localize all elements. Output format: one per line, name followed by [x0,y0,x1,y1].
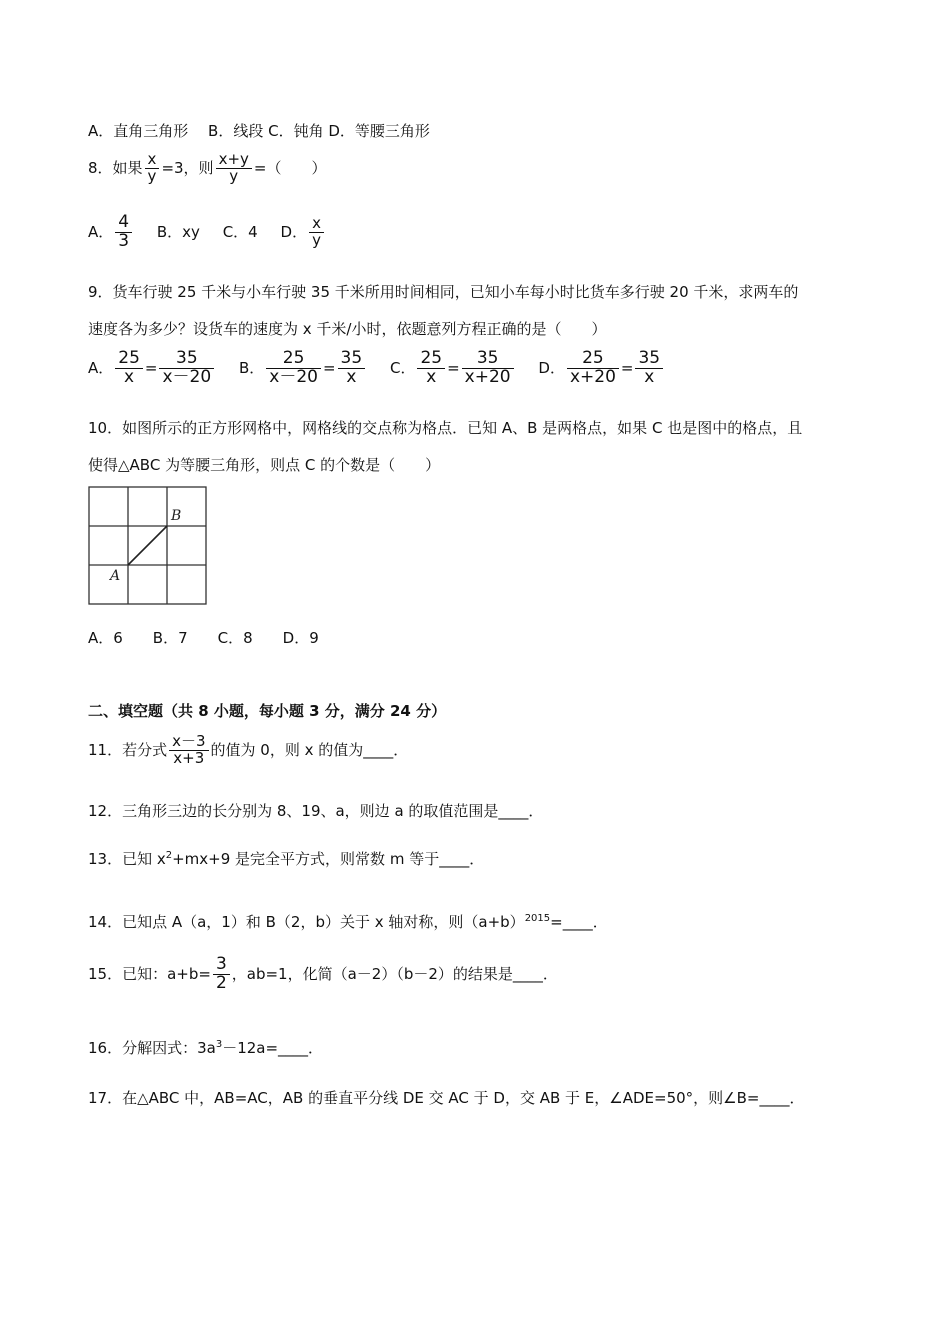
q9-line-2: 速度各为多少？设货车的速度为 x 千米/小时，依题意列方程正确的是（ ） [88,320,607,338]
q11-prefix: 11．若分式 [88,740,168,759]
q8-mid: =3，则 [161,158,214,177]
q9-b-frac-2 [338,350,366,387]
section-2-heading: 二、填空题（共 8 小题，每小题 3 分，满分 24 分） [88,702,447,720]
q9-c-frac-2 [462,350,514,387]
q8-option-a-label: A． [88,222,114,241]
q16-prefix: 16．分解因式：3a [88,1039,216,1057]
q7-options: A．直角三角形 B．线段 C．钝角 D．等腰三角形 [88,122,430,140]
q9-option-d-label: D． [538,358,565,377]
q13-prefix: 13．已知 x [88,850,166,868]
q16-suffix: －12a=____． [222,1039,324,1057]
q15-suffix: ，ab=1，化简（a－2）（b－2）的结果是____． [231,964,558,983]
q9-option-b: B． $\frac{25}{x-20}$ = $\frac{35}{x}$ [239,350,367,387]
q10-line-1: 10．如图所示的正方形网格中，网格线的交点称为格点．已知 A、B 是两格点，如果 C 也是图中的格点，且 [88,419,803,437]
q14-sup: 2015 [524,913,551,924]
q9-a-frac-1 [115,350,143,387]
q9-c-d2: x+20 [464,366,511,387]
q8-option-d-label: D． [280,222,308,241]
q13-suffix: +mx+9 是完全平方式，则常数 m 等于____． [172,850,485,868]
q9-option-c-label: C． [389,358,416,377]
q10-segment-ab [128,526,167,565]
q8-option-d-num: x [309,216,324,233]
q15-fraction [213,956,230,993]
q10-options: A．6 B．7 C．8 D．9 [88,629,319,647]
q11-den: x+3 [173,748,205,767]
q15-den: 2 [215,972,227,993]
q8-option-d-den: y [312,230,321,249]
q8-fraction-2 [216,152,252,185]
q9-c-frac-1 [417,350,445,387]
q9-option-a-label: A． [88,358,114,377]
q9-d-d1: x+20 [569,366,616,387]
q14 [88,911,608,932]
q9-line-1: 9．货车行驶 25 千米与小车行驶 35 千米所用时间相同，已知小车每小时比货车多行驶 20 千米，求两车的 [88,283,799,301]
q9-a-d2: x－20 [162,366,212,387]
q9-a-n2: 35 [159,350,214,369]
q8-prefix: 8．如果 [88,158,143,177]
q9-option-d: D． $\frac{25}{x+20}$ = $\frac{35}{x}$ [538,350,665,387]
q11-suffix: 的值为 0，则 x 的值为____． [210,740,409,759]
q8-option-c: C．4 [222,222,258,241]
q9-c-n1: 25 [417,350,445,369]
q10-label-a: A [110,568,121,584]
q8-option-d [281,216,326,249]
q9-d-frac-2 [635,350,663,387]
q9-d-n2: 35 [635,350,663,369]
q8-f1-den: y [147,166,157,185]
q8-option-a [88,214,134,251]
q16-sup: 3 [215,1039,223,1050]
q8-stem [88,152,326,185]
q9-option-a: A． $\frac{25}{x}$ = $\frac{35}{x-20}$ [88,350,216,387]
q9-b-d2: x [346,366,357,387]
q13 [88,848,484,869]
q8-option-a-den: 3 [118,230,130,251]
q15-prefix: 15．已知：a+b= [88,964,211,983]
q14-suffix: =____． [550,913,608,931]
q16 [88,1037,323,1058]
q10-label-b: B [171,508,182,524]
q9-b-d1: x－20 [269,366,318,387]
q9-c-n2: 35 [462,350,514,369]
q9-d-n1: 25 [567,350,619,369]
q9-d-frac-1 [567,350,619,387]
q9-options [88,350,683,387]
q15 [88,956,558,993]
q8-f2-num: x+y [216,152,252,169]
q10-grid-figure [88,486,208,606]
q12: 12．三角形三边的长分别为 8、19、a，则边 a 的取值范围是____． [88,802,544,820]
q11-fraction [169,734,208,767]
q9-b-n1: 25 [266,350,321,369]
q9-b-n2: 35 [338,350,366,369]
q13-sup: 2 [165,850,173,861]
q8-option-d-fraction [309,216,324,249]
q8-options [88,214,344,251]
q11 [88,734,408,767]
q11-num: x－3 [169,734,208,751]
q8-f1-num: x [145,152,160,169]
q8-option-b: B．xy [156,222,200,241]
q9-a-n1: 25 [115,350,143,369]
q8-option-a-fraction [115,214,132,251]
q9-option-c: C． $\frac{25}{x}$ = $\frac{35}{x+20}$ [390,350,516,387]
q9-d-d2: x [644,366,655,387]
q9-c-d1: x [426,366,437,387]
q9-a-frac-2 [159,350,214,387]
q9-option-b-label: B． [238,358,265,377]
q15-num: 3 [213,956,230,975]
q17: 17．在△ABC 中，AB=AC，AB 的垂直平分线 DE 交 AC 于 D，交 AB 于 E，∠ADE=50°，则∠B=____． [88,1089,805,1107]
q14-prefix: 14．已知点 A（a，1）和 B（2，b）关于 x 轴对称，则（a+b） [88,913,525,931]
q10-line-2: 使得△ABC 为等腰三角形，则点 C 的个数是（ ） [88,456,441,474]
q8-suffix: =（ ） [253,158,327,177]
q8-fraction-1 [145,152,160,185]
q8-f2-den: y [229,166,239,185]
q9-a-d1: x [124,366,135,387]
q9-b-frac-1 [266,350,321,387]
q8-option-a-num: 4 [115,214,132,233]
